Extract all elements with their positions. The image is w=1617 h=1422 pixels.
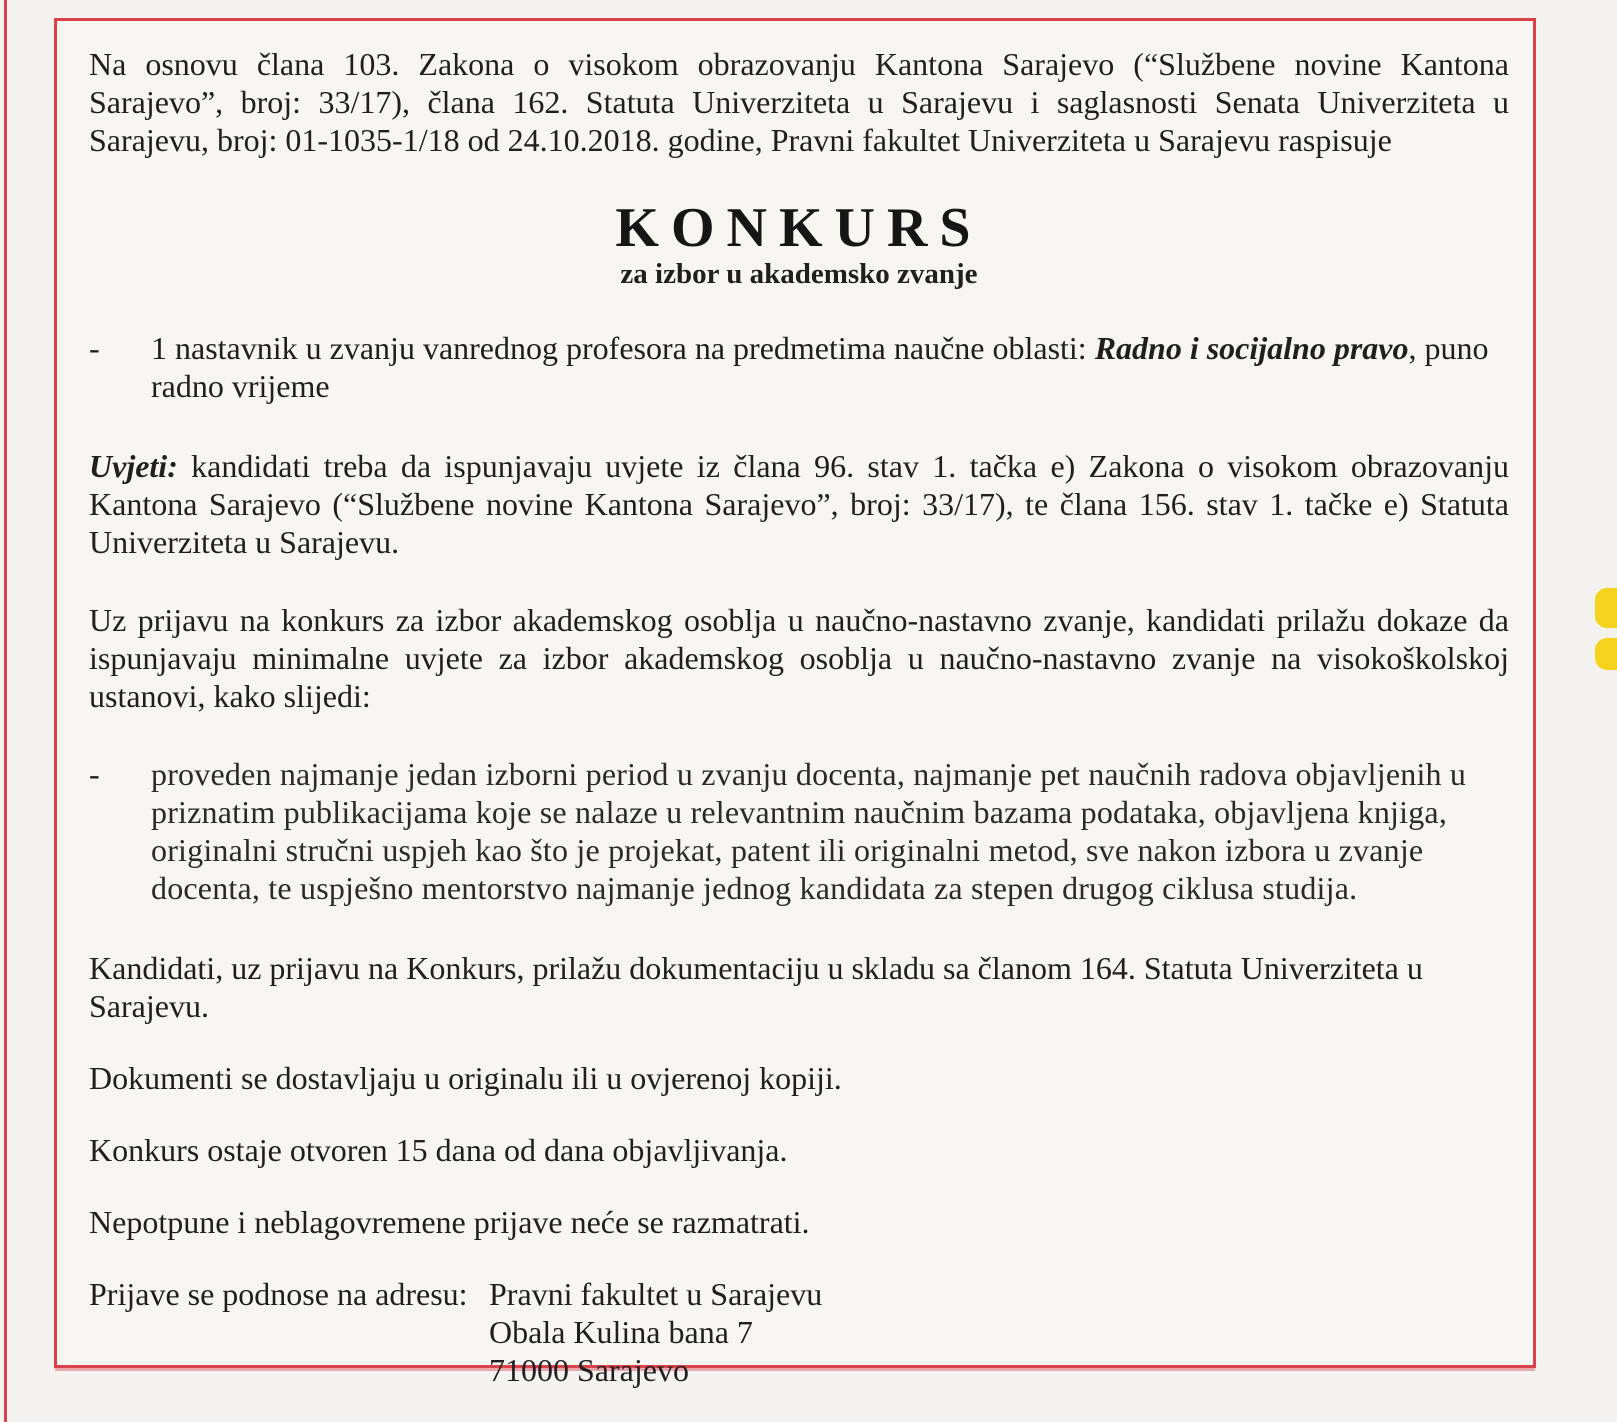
address-lines [489,1275,822,1389]
position-text-after: , puno radno vrijeme [151,330,1489,404]
announcement-title: KONKURS [615,197,983,259]
highlighter-mark-top [1595,588,1617,628]
position-text-before: 1 nastavnik u zvanju vanrednog profesora na predmetima naučne oblasti: [151,330,1095,366]
scientific-field: Radno i socijalno pravo [1094,330,1409,366]
documentation-paragraph: Kandidati, uz prijavu na Konkurs, prilažu dokumentaciju u skladu sa članom 164. Statuta Univerziteta u Sarajevu. [89,950,1423,1024]
address-line-1: Pravni fakultet u Sarajevu [489,1276,823,1312]
conditions-paragraph [89,447,1509,561]
intro-paragraph: Na osnovu člana 103. Zakona o visokom obrazovanju Kantona Sarajevo (“Službene novine Kantona Sarajevo”, broj: 33/17), člana 162. Statuta Univerziteta u Sarajevu i saglasnosti Senata Univerziteta u Sarajevu, broj: 01-1035-1/18 od 24.10.2018. godine, Pravni fakultet Univerziteta u Sarajevu raspisuje [89,46,1509,158]
requirement-text: proveden najmanje jedan izborni period u zvanju docenta, najmanje pet naučnih radova objavljenih u priznatim publikacijama koje se nalaze u relevantnim naučnim bazama podataka, objavljena knjiga, originalni stručni uspjeh kao što je projekat, patent ili originalni metod, sve nakon izbora u zvanje docenta, te uspješno mentorstvo najmanje jednog kandidata za stepen drugog ciklusa studija. [151,756,1467,906]
highlighter-mark-bottom [1595,638,1617,670]
address-line-2: Obala Kulina bana 7 [489,1314,753,1350]
bullet-dash: - [89,756,100,792]
position-text [151,329,1509,405]
incomplete-note: Nepotpune i neblagovremene prijave neće se razmatrati. [89,1204,810,1240]
conditions-text: kandidati treba da ispunjavaju uvjete iz člana 96. stav 1. tačka e) Zakona o visokom obrazovanju Kantona Sarajevo (“Službene novine Kantona Sarajevo”, broj: 33/17), te člana 156. stav 1. tačke e) Statuta Univerziteta u Sarajevu. [89,448,1509,560]
announcement-frame [54,18,1536,1388]
address-line-3: 71000 Sarajevo [489,1352,689,1388]
address-block [89,1275,1509,1389]
announcement-subtitle: za izbor u akademsko zvanje [620,258,978,290]
conditions-label: Uvjeti: [89,448,178,484]
application-intro-paragraph: Uz prijavu na konkurs za izbor akademskog osoblja u naučno-nastavno zvanje, kandidati prilažu dokaze da ispunjavaju minimalne uvjete za izbor akademskog osoblja u naučno-nastavno zvanje na visokoškolskoj ustanovi, kako slijedi: [89,602,1509,714]
requirement-item [89,755,1509,907]
announcement-body [89,45,1509,1389]
position-item [89,329,1509,405]
left-edge-line [4,0,7,1422]
bullet-dash: - [89,330,100,366]
documents-note: Dokumenti se dostavljaju u originalu ili u ovjerenoj kopiji. [89,1060,842,1096]
duration-note: Konkurs ostaje otvoren 15 dana od dana objavljivanja. [89,1132,788,1168]
address-label: Prijave se podnose na adresu: [89,1276,468,1312]
